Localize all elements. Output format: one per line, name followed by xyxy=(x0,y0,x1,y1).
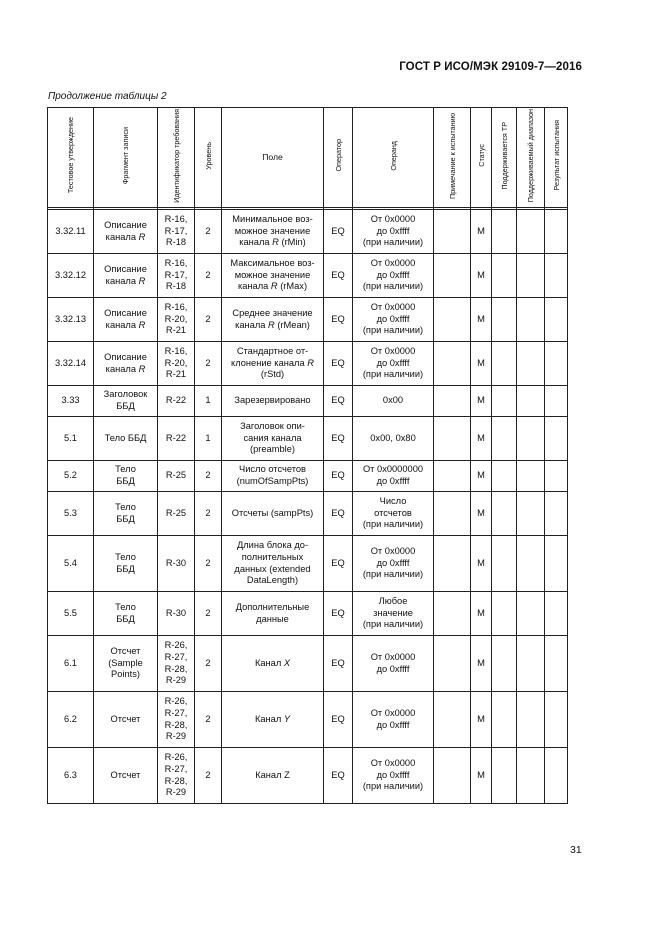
table-caption: Продолжение таблицы 2 xyxy=(48,91,167,102)
cell-operator: EQ xyxy=(324,592,353,636)
cell-level: 2 xyxy=(195,461,222,492)
cell-requirement-id: R-30 xyxy=(158,536,195,592)
cell-requirement-id: R-16, R-17, R-18 xyxy=(158,254,195,298)
cell-supported-tr xyxy=(492,298,517,342)
cell-test-result xyxy=(545,492,568,536)
cell-supported-range xyxy=(517,592,545,636)
cell-supported-tr xyxy=(492,254,517,298)
cell-field: Заголовок опи- сания канала (preamble) xyxy=(222,417,324,461)
header-test-result: Результат испытания xyxy=(545,108,568,208)
cell-supported-tr xyxy=(492,492,517,536)
cell-status: M xyxy=(471,692,492,748)
table-row xyxy=(48,636,568,692)
cell-operator: EQ xyxy=(324,298,353,342)
cell-test-result xyxy=(545,461,568,492)
cell-test-assertion: 3.32.13 xyxy=(48,298,94,342)
cell-status: M xyxy=(471,210,492,254)
cell-supported-tr xyxy=(492,536,517,592)
table-row xyxy=(48,461,568,492)
cell-operand: От 0x0000 до 0xffff (при наличии) xyxy=(353,254,434,298)
cell-level: 2 xyxy=(195,342,222,386)
table-row xyxy=(48,386,568,417)
cell-test-note xyxy=(434,342,471,386)
cell-supported-range xyxy=(517,417,545,461)
cell-field: Длина блока до- полнительных данных (extended DataLength) xyxy=(222,536,324,592)
cell-test-result xyxy=(545,386,568,417)
cell-requirement-id: R-26, R-27, R-28, R-29 xyxy=(158,692,195,748)
cell-test-note xyxy=(434,748,471,804)
cell-operand: От 0x0000 до 0xffff (при наличии) xyxy=(353,342,434,386)
cell-test-assertion: 5.1 xyxy=(48,417,94,461)
document-header: ГОСТ Р ИСО/МЭК 29109-7—2016 xyxy=(399,61,582,73)
cell-status: M xyxy=(471,386,492,417)
cell-level: 2 xyxy=(195,692,222,748)
cell-status: M xyxy=(471,592,492,636)
cell-supported-range xyxy=(517,748,545,804)
cell-field: Дополнительные данные xyxy=(222,592,324,636)
cell-supported-range xyxy=(517,492,545,536)
cell-status: M xyxy=(471,342,492,386)
cell-record-fragment: Описание канала R xyxy=(94,210,158,254)
cell-requirement-id: R-22 xyxy=(158,417,195,461)
cell-field: Канал Y xyxy=(222,692,324,748)
cell-operator: EQ xyxy=(324,342,353,386)
cell-level: 2 xyxy=(195,636,222,692)
table-row xyxy=(48,298,568,342)
cell-test-result xyxy=(545,748,568,804)
cell-test-note xyxy=(434,254,471,298)
cell-operand: От 0x0000 до 0xffff (при наличии) xyxy=(353,536,434,592)
cell-operand: От 0x0000 до 0xffff xyxy=(353,692,434,748)
cell-supported-range xyxy=(517,210,545,254)
cell-record-fragment: Тело ББД xyxy=(94,536,158,592)
cell-supported-tr xyxy=(492,592,517,636)
cell-operand: От 0x0000 до 0xffff xyxy=(353,636,434,692)
cell-level: 2 xyxy=(195,298,222,342)
cell-operator: EQ xyxy=(324,692,353,748)
cell-test-result xyxy=(545,342,568,386)
cell-test-assertion: 6.1 xyxy=(48,636,94,692)
table-row xyxy=(48,692,568,748)
cell-status: M xyxy=(471,536,492,592)
cell-level: 2 xyxy=(195,254,222,298)
cell-level: 2 xyxy=(195,492,222,536)
cell-supported-range xyxy=(517,342,545,386)
cell-operator: EQ xyxy=(324,636,353,692)
table-row xyxy=(48,748,568,804)
cell-test-note xyxy=(434,536,471,592)
cell-test-note xyxy=(434,492,471,536)
table-row xyxy=(48,592,568,636)
cell-test-note xyxy=(434,692,471,748)
cell-supported-range xyxy=(517,536,545,592)
cell-supported-tr xyxy=(492,748,517,804)
conformance-table xyxy=(47,107,568,804)
cell-supported-range xyxy=(517,461,545,492)
cell-operator: EQ xyxy=(324,492,353,536)
header-field: Поле xyxy=(222,108,324,208)
cell-test-assertion: 5.5 xyxy=(48,592,94,636)
header-supported-range: Поддерживаемый диапазон xyxy=(517,108,545,208)
table-row xyxy=(48,492,568,536)
cell-field: Зарезервировано xyxy=(222,386,324,417)
cell-operand: От 0x0000 до 0xffff (при наличии) xyxy=(353,210,434,254)
cell-test-result xyxy=(545,298,568,342)
cell-test-note xyxy=(434,298,471,342)
cell-requirement-id: R-16, R-17, R-18 xyxy=(158,210,195,254)
cell-supported-range xyxy=(517,386,545,417)
header-level: Уровень xyxy=(195,108,222,208)
cell-test-assertion: 5.4 xyxy=(48,536,94,592)
cell-level: 2 xyxy=(195,536,222,592)
cell-record-fragment: Тело ББД xyxy=(94,461,158,492)
header-requirement-id: Идентификатор требования xyxy=(158,108,195,208)
cell-record-fragment: Описание канала R xyxy=(94,298,158,342)
cell-requirement-id: R-26, R-27, R-28, R-29 xyxy=(158,748,195,804)
cell-level: 1 xyxy=(195,417,222,461)
cell-status: M xyxy=(471,748,492,804)
cell-operator: EQ xyxy=(324,210,353,254)
cell-status: M xyxy=(471,298,492,342)
cell-test-assertion: 3.32.11 xyxy=(48,210,94,254)
cell-record-fragment: Описание канала R xyxy=(94,254,158,298)
cell-test-result xyxy=(545,254,568,298)
cell-record-fragment: Отсчет xyxy=(94,692,158,748)
cell-level: 2 xyxy=(195,592,222,636)
header-status: Статус xyxy=(471,108,492,208)
cell-operand: Любое значение (при наличии) xyxy=(353,592,434,636)
cell-test-result xyxy=(545,692,568,748)
cell-record-fragment: Заголовок ББД xyxy=(94,386,158,417)
cell-level: 1 xyxy=(195,386,222,417)
cell-field: Стандартное от- клонение канала R (rStd) xyxy=(222,342,324,386)
cell-supported-tr xyxy=(492,210,517,254)
cell-supported-tr xyxy=(492,461,517,492)
cell-supported-range xyxy=(517,298,545,342)
cell-record-fragment: Тело ББД xyxy=(94,592,158,636)
cell-test-result xyxy=(545,636,568,692)
cell-record-fragment: Тело ББД xyxy=(94,492,158,536)
cell-supported-tr xyxy=(492,692,517,748)
cell-supported-tr xyxy=(492,636,517,692)
cell-requirement-id: R-16, R-20, R-21 xyxy=(158,298,195,342)
cell-test-assertion: 5.3 xyxy=(48,492,94,536)
cell-record-fragment: Описание канала R xyxy=(94,342,158,386)
cell-test-note xyxy=(434,386,471,417)
cell-operator: EQ xyxy=(324,386,353,417)
cell-supported-range xyxy=(517,636,545,692)
cell-test-result xyxy=(545,592,568,636)
cell-requirement-id: R-16, R-20, R-21 xyxy=(158,342,195,386)
cell-test-assertion: 6.2 xyxy=(48,692,94,748)
cell-test-note xyxy=(434,417,471,461)
cell-operator: EQ xyxy=(324,536,353,592)
cell-operand: От 0x0000 до 0xffff (при наличии) xyxy=(353,298,434,342)
cell-supported-tr xyxy=(492,342,517,386)
cell-test-assertion: 5.2 xyxy=(48,461,94,492)
cell-test-result xyxy=(545,536,568,592)
cell-status: M xyxy=(471,492,492,536)
cell-level: 2 xyxy=(195,748,222,804)
cell-test-assertion: 3.33 xyxy=(48,386,94,417)
cell-record-fragment: Отсчет xyxy=(94,748,158,804)
cell-operand: От 0x0000 до 0xffff (при наличии) xyxy=(353,748,434,804)
cell-operand: 0x00 xyxy=(353,386,434,417)
cell-operand: Число отсчетов (при наличии) xyxy=(353,492,434,536)
table-row xyxy=(48,342,568,386)
cell-field: Канал Z xyxy=(222,748,324,804)
cell-test-note xyxy=(434,210,471,254)
table-header-row xyxy=(48,108,568,208)
cell-level: 2 xyxy=(195,210,222,254)
cell-requirement-id: R-22 xyxy=(158,386,195,417)
header-operand: Операнд xyxy=(353,108,434,208)
header-record-fragment: Фрагмент записи xyxy=(94,108,158,208)
table-row xyxy=(48,417,568,461)
header-operator: Оператор xyxy=(324,108,353,208)
cell-test-assertion: 6.3 xyxy=(48,748,94,804)
cell-supported-tr xyxy=(492,417,517,461)
header-test-note: Примечание к испытанию xyxy=(434,108,471,208)
cell-supported-range xyxy=(517,254,545,298)
cell-field: Минимальное воз- можное значение канала R (rMin) xyxy=(222,210,324,254)
cell-supported-tr xyxy=(492,386,517,417)
cell-field: Отсчеты (sampPts) xyxy=(222,492,324,536)
table-row xyxy=(48,210,568,254)
cell-requirement-id: R-25 xyxy=(158,492,195,536)
cell-operand: От 0x0000000 до 0xffff xyxy=(353,461,434,492)
table-row xyxy=(48,254,568,298)
cell-status: M xyxy=(471,417,492,461)
cell-field: Число отсчетов (numOfSampPts) xyxy=(222,461,324,492)
page-number: 31 xyxy=(570,844,582,856)
cell-operator: EQ xyxy=(324,254,353,298)
cell-status: M xyxy=(471,254,492,298)
cell-test-note xyxy=(434,636,471,692)
cell-field: Среднее значение канала R (rMean) xyxy=(222,298,324,342)
table-row xyxy=(48,536,568,592)
cell-operand: 0x00, 0x80 xyxy=(353,417,434,461)
cell-record-fragment: Отсчет (Sample Points) xyxy=(94,636,158,692)
cell-field: Максимальное воз- можное значение канала R (rMax) xyxy=(222,254,324,298)
cell-status: M xyxy=(471,461,492,492)
cell-requirement-id: R-25 xyxy=(158,461,195,492)
cell-requirement-id: R-30 xyxy=(158,592,195,636)
cell-requirement-id: R-26, R-27, R-28, R-29 xyxy=(158,636,195,692)
cell-test-note xyxy=(434,592,471,636)
cell-supported-range xyxy=(517,692,545,748)
cell-test-note xyxy=(434,461,471,492)
cell-operator: EQ xyxy=(324,461,353,492)
cell-status: M xyxy=(471,636,492,692)
cell-test-assertion: 3.32.12 xyxy=(48,254,94,298)
cell-test-result xyxy=(545,417,568,461)
cell-operator: EQ xyxy=(324,417,353,461)
header-supported-tr: Поддерживается ТР xyxy=(492,108,517,208)
cell-test-result xyxy=(545,210,568,254)
cell-test-assertion: 3.32.14 xyxy=(48,342,94,386)
cell-field: Канал X xyxy=(222,636,324,692)
header-test-assertion: Тестовое утверждение xyxy=(48,108,94,208)
cell-operator: EQ xyxy=(324,748,353,804)
cell-record-fragment: Тело ББД xyxy=(94,417,158,461)
